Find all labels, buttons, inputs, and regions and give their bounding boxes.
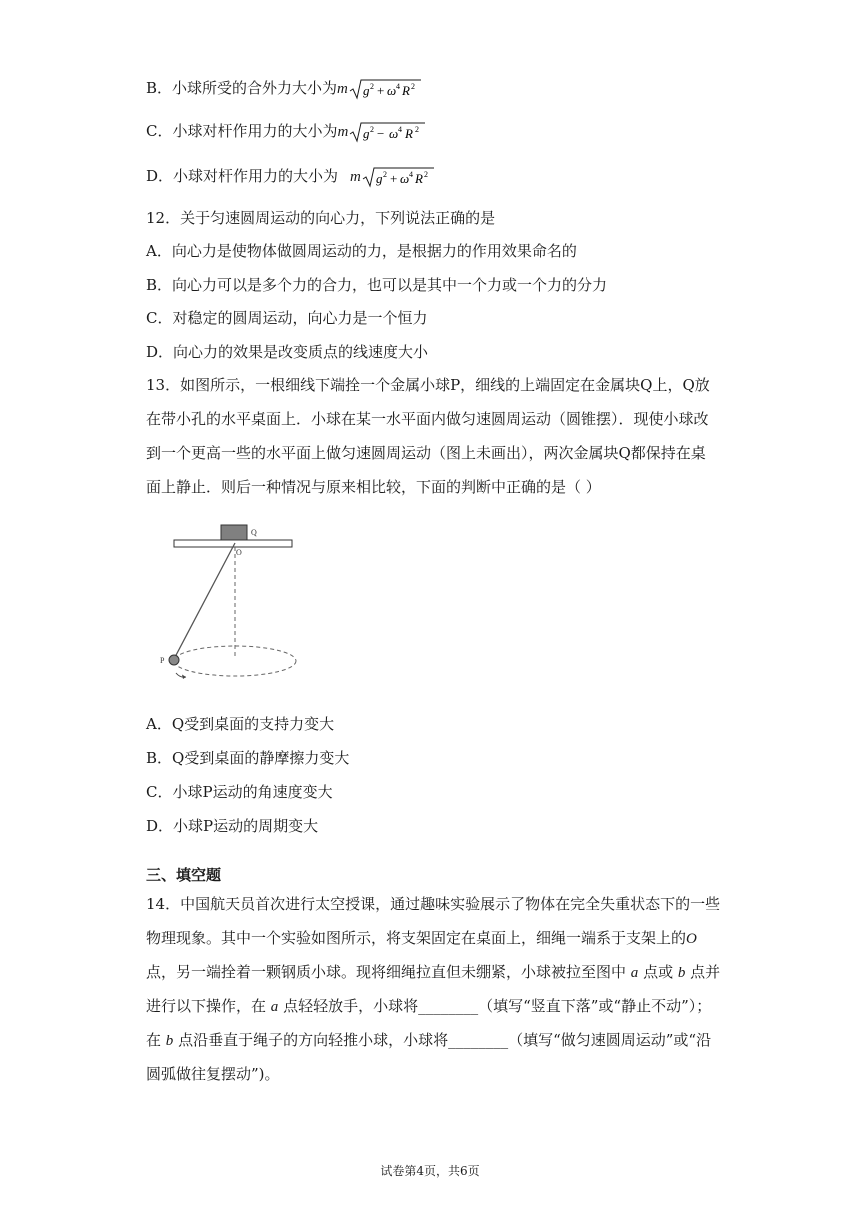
- svg-text:+: +: [376, 83, 385, 98]
- option-d-q11: [146, 166, 434, 188]
- option-d-q13: D．小球P运动的周期变大: [146, 817, 319, 835]
- formula-m: m: [337, 124, 349, 140]
- text: 点轻轻放手，小球将________（填写“竖直下落”或“静止不动”）；: [283, 997, 712, 1015]
- conical-pendulum-figure: [160, 516, 310, 696]
- section-title: 三、填空题: [146, 866, 222, 884]
- formula-m: m: [350, 169, 361, 185]
- text: 进行以下操作，在: [146, 997, 267, 1015]
- option-c-q11: [146, 121, 425, 143]
- question-13-line-3: 到一个更高一些的水平面上做匀速圆周运动（图上未画出），两次金属块Q都保持在桌: [146, 444, 706, 462]
- question-13-line-2: 在带小孔的水平桌面上．小球在某一水平面内做匀速圆周运动（圆锥摆）．现使小球改: [146, 410, 709, 428]
- label-p: P: [160, 656, 165, 665]
- question-14-line-3: [146, 962, 720, 983]
- label-o: O: [236, 548, 242, 557]
- option-b-q13: B．Q受到桌面的静摩擦力变大: [146, 749, 350, 767]
- text: 点并: [690, 963, 721, 981]
- svg-text:4: 4: [408, 170, 413, 179]
- svg-text:R: R: [401, 83, 410, 98]
- point-o: O: [686, 931, 697, 947]
- question-14-line-4: [146, 996, 711, 1017]
- option-b-q12: B．向心力可以是多个力的合力，也可以是其中一个力或一个力的分力: [146, 276, 608, 294]
- svg-text:ω: ω: [399, 171, 410, 186]
- svg-text:R: R: [405, 126, 414, 141]
- svg-text:4: 4: [395, 82, 400, 91]
- sqrt-formula: [349, 121, 425, 143]
- option-a-q13: A．Q受到桌面的支持力变大: [146, 715, 335, 733]
- text: 在: [146, 1031, 162, 1049]
- point-a: a: [630, 965, 639, 981]
- option-text: B．小球所受的合外力大小为: [146, 79, 338, 97]
- option-text: D．小球对杆作用力的大小为: [146, 167, 339, 185]
- metal-block-q: [221, 525, 247, 540]
- svg-text:−: −: [377, 126, 385, 141]
- question-14-line-6: 圆弧做往复摆动”)。: [146, 1065, 280, 1083]
- option-c-q12: C．对稳定的圆周运动，向心力是一个恒力: [146, 309, 428, 327]
- svg-text:ω: ω: [389, 126, 399, 141]
- svg-text:ω: ω: [386, 83, 397, 98]
- svg-text:R: R: [414, 171, 423, 186]
- svg-text:2: 2: [369, 82, 374, 91]
- circular-path-dashed: [174, 646, 296, 676]
- page-footer: 试卷第4页，共6页: [380, 1164, 480, 1178]
- formula-m: m: [337, 81, 348, 97]
- svg-text:2: 2: [415, 125, 420, 134]
- label-q: Q: [251, 528, 257, 537]
- option-a-q12: A．向心力是使物体做圆周运动的力，是根据力的作用效果命名的: [146, 242, 577, 260]
- svg-text:g: g: [362, 83, 370, 98]
- svg-text:+: +: [389, 171, 398, 186]
- option-b-q11: [146, 78, 421, 100]
- question-14-line-1: 14．中国航天员首次进行太空授课，通过趣味实验展示了物体在完全失重状态下的一些: [146, 895, 721, 913]
- question-14-line-2: [146, 928, 697, 949]
- option-d-q12: D．向心力的效果是改变质点的线速度大小: [146, 343, 429, 361]
- question-14-line-5: [146, 1030, 711, 1051]
- point-b: b: [165, 1033, 174, 1049]
- sqrt-formula: [349, 78, 421, 100]
- question-13-line-1: 13．如图所示，一根细线下端拴一个金属小球P，细线的上端固定在金属块Q上，Q放: [146, 376, 710, 394]
- ball-p: [169, 655, 179, 665]
- svg-text:g: g: [375, 171, 383, 186]
- option-c-q13: C．小球P运动的角速度变大: [146, 783, 333, 801]
- option-text: C．小球对杆作用力的大小为: [146, 122, 338, 140]
- svg-text:g: g: [363, 126, 370, 141]
- svg-text:2: 2: [410, 82, 415, 91]
- question-13-line-4: 面上静止．则后一种情况与原来相比较，下面的判断中正确的是（ ）: [146, 478, 601, 496]
- question-12-stem: 12．关于匀速圆周运动的向心力，下列说法正确的是: [146, 209, 496, 227]
- sqrt-formula: [362, 166, 434, 188]
- string-line: [174, 543, 235, 659]
- point-b: b: [677, 965, 686, 981]
- point-a: a: [270, 999, 279, 1015]
- svg-text:4: 4: [398, 125, 403, 134]
- text: 点或: [643, 963, 674, 981]
- svg-text:2: 2: [423, 170, 428, 179]
- text: 点，另一端拴着一颗钢质小球。现将细绳拉直但未绷紧，小球被拉至图中: [146, 963, 627, 981]
- text: 点沿垂直于绳子的方向轻推小球，小球将________（填写“做匀速圆周运动”或“沿: [178, 1031, 712, 1049]
- svg-text:2: 2: [370, 125, 375, 134]
- svg-text:2: 2: [382, 170, 387, 179]
- text: 物理现象。其中一个实验如图所示，将支架固定在桌面上，细绳一端系于支架上的: [146, 929, 687, 947]
